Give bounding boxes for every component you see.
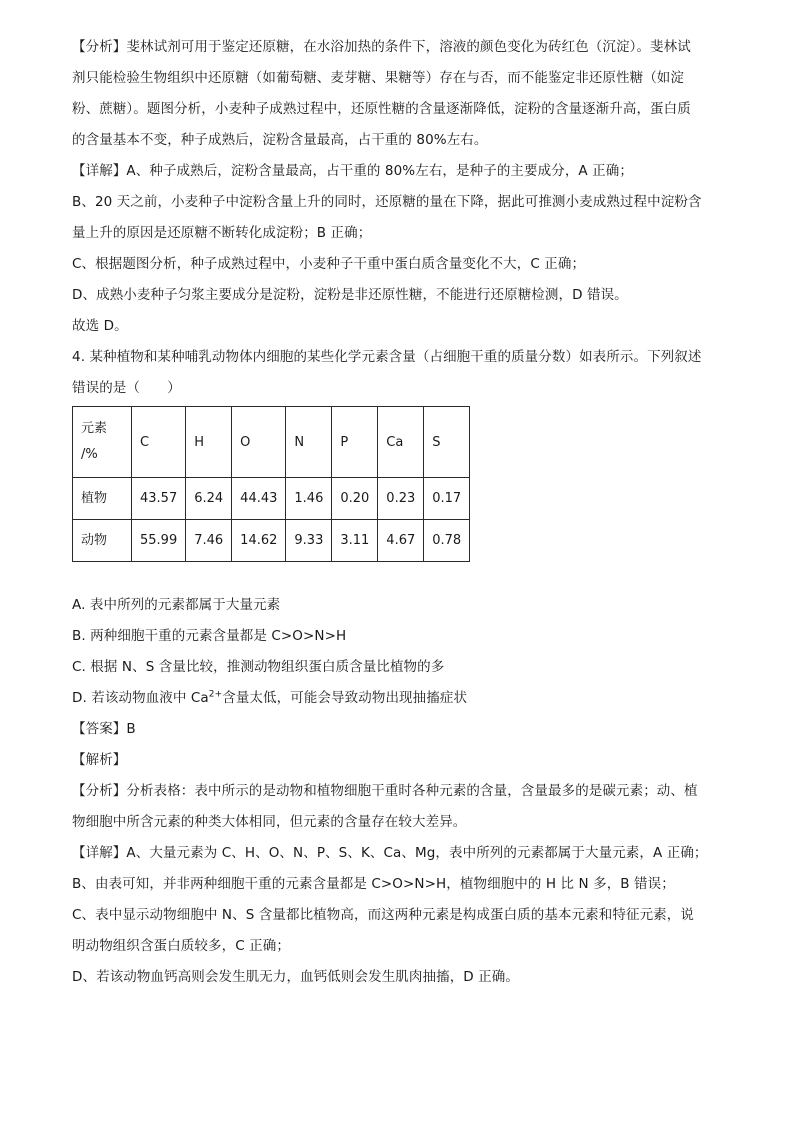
header-element: H [186, 407, 232, 478]
answer-line: 【答案】B [72, 721, 136, 737]
row-label: 动物 [73, 520, 132, 562]
prev-analysis-line-3: 粉、蔗糖）。题图分析，小麦种子成熟过程中，还原性糖的含量逐渐降低，淀粉的含量逐渐升高，蛋白质 [72, 101, 691, 117]
header-label-bottom: /% [81, 447, 98, 462]
analysis-line-2: 物细胞中所含元素的种类大体相同，但元素的含量存在较大差异。 [72, 814, 467, 830]
detail-line-3: C、表中显示动物细胞中 N、S 含量都比植物高，而这两种元素是构成蛋白质的基本元素和特征元素，说 [72, 907, 694, 923]
header-element: C [132, 407, 186, 478]
table-cell: 0.20 [332, 478, 378, 520]
table-corner-cell [73, 407, 132, 478]
option-d-superscript: 2+ [208, 689, 223, 700]
prev-detail-line-2: B、20 天之前，小麦种子中淀粉含量上升的同时，还原糖的量在下降，据此可推测小麦成熟过程中淀粉含 [72, 194, 702, 210]
table-cell: 4.67 [378, 520, 424, 562]
table-cell: 6.24 [186, 478, 232, 520]
table-cell: 14.62 [232, 520, 286, 562]
table-header-row [73, 407, 470, 478]
table-cell: 3.11 [332, 520, 378, 562]
table-row [73, 520, 470, 562]
option-d-suffix: 含量太低，可能会导致动物出现抽搐症状 [222, 690, 468, 706]
option-a: A. 表中所列的元素都属于大量元素 [72, 597, 281, 613]
document-page [72, 32, 732, 993]
table-row [73, 478, 470, 520]
option-d-prefix: D. 若该动物血液中 Ca [72, 690, 209, 706]
table-cell: 1.46 [286, 478, 332, 520]
header-element: S [424, 407, 470, 478]
element-content-table [72, 406, 470, 562]
detail-line-2: B、由表可知，并非两种细胞干重的元素含量都是 C>O>N>H，植物细胞中的 H 比 N 多，B 错误； [72, 876, 675, 892]
prev-conclusion: 故选 D。 [72, 318, 128, 334]
detail-line-4: 明动物组织含蛋白质较多，C 正确； [72, 938, 290, 954]
table-cell: 0.23 [378, 478, 424, 520]
table-cell: 9.33 [286, 520, 332, 562]
question-stem-line-2: 错误的是（ ） [72, 380, 181, 396]
table-cell: 55.99 [132, 520, 186, 562]
prev-detail-line-5: D、成熟小麦种子匀浆主要成分是淀粉，淀粉是非还原性糖，不能进行还原糖检测，D 错误。 [72, 287, 628, 303]
table-cell: 43.57 [132, 478, 186, 520]
explanation-heading: 【解析】 [72, 752, 127, 768]
detail-line-5: D、若该动物血钙高则会发生肌无力，血钙低则会发生肌肉抽搐，D 正确。 [72, 969, 519, 985]
row-label: 植物 [73, 478, 132, 520]
detail-line-1: 【详解】A、大量元素为 C、H、O、N、P、S、K、Ca、Mg，表中所列的元素都属于大量元素，A 正确； [72, 845, 708, 861]
prev-analysis-line-4: 的含量基本不变，种子成熟后，淀粉含量最高，占干重的 80%左右。 [72, 132, 488, 148]
prev-detail-line-4: C、根据题图分析，种子成熟过程中，小麦种子干重中蛋白质含量变化不大，C 正确； [72, 256, 586, 272]
prev-analysis-line-1: 【分析】斐林试剂可用于鉴定还原糖，在水浴加热的条件下，溶液的颜色变化为砖红色（沉淀）。斐林试 [72, 39, 691, 55]
option-d [72, 683, 732, 714]
analysis-line-1: 【分析】分析表格：表中所示的是动物和植物细胞干重时各种元素的含量，含量最多的是碳元素；动、植 [72, 783, 698, 799]
question-stem-line-1: 4. 某种植物和某种哺乳动物体内细胞的某些化学元素含量（占细胞干重的质量分数）如表所示。下列叙述 [72, 349, 702, 365]
prev-detail-line-1: 【详解】A、种子成熟后，淀粉含量最高，占干重的 80%左右，是种子的主要成分，A 正确； [72, 163, 633, 179]
header-element: N [286, 407, 332, 478]
prev-analysis-line-2: 剂只能检验生物组织中还原糖（如葡萄糖、麦芽糖、果糖等）存在与否，而不能鉴定非还原性糖（如淀 [72, 70, 684, 86]
header-label-top: 元素 [81, 421, 108, 436]
prev-detail-line-3: 量上升的原因是还原糖不断转化成淀粉；B 正确； [72, 225, 372, 241]
header-element: O [232, 407, 286, 478]
option-b: B. 两种细胞干重的元素含量都是 C>O>N>H [72, 628, 347, 644]
table-cell: 44.43 [232, 478, 286, 520]
header-element: P [332, 407, 378, 478]
option-c: C. 根据 N、S 含量比较，推测动物组织蛋白质含量比植物的多 [72, 659, 445, 675]
table-cell: 7.46 [186, 520, 232, 562]
table-cell: 0.17 [424, 478, 470, 520]
table-cell: 0.78 [424, 520, 470, 562]
header-element: Ca [378, 407, 424, 478]
